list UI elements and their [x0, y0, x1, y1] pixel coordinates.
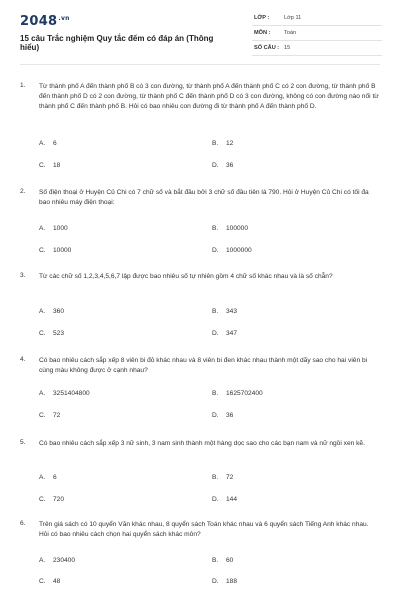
option-b[interactable]: [212, 474, 233, 481]
option-letter: C.: [39, 412, 46, 419]
option-letter: B.: [212, 390, 219, 397]
option-b[interactable]: [212, 225, 248, 232]
header-divider: [20, 64, 380, 65]
option-letter: C.: [39, 162, 46, 169]
option-value: 36: [226, 412, 234, 419]
option-letter: A.: [39, 225, 46, 232]
option-c[interactable]: [39, 412, 60, 419]
option-b[interactable]: [212, 140, 233, 147]
meta-value: 15: [284, 45, 291, 51]
option-d[interactable]: [212, 496, 237, 503]
option-value: 360: [53, 308, 65, 315]
option-letter: B.: [212, 225, 219, 232]
question-number: 1.: [20, 82, 26, 89]
document-meta: [252, 11, 382, 56]
option-d[interactable]: [212, 578, 237, 585]
option-value: 60: [226, 557, 234, 564]
option-letter: A.: [39, 390, 46, 397]
option-value: 10000: [53, 247, 72, 254]
question-number: 4.: [20, 356, 26, 363]
meta-key: MÔN :: [254, 30, 271, 36]
meta-value: Lớp 11: [284, 15, 302, 21]
option-letter: B.: [212, 557, 219, 564]
option-d[interactable]: [212, 247, 252, 254]
option-value: 100000: [226, 225, 249, 232]
meta-row-count: [252, 41, 382, 56]
option-b[interactable]: [212, 308, 237, 315]
option-c[interactable]: [39, 162, 60, 169]
option-value: 144: [226, 496, 238, 503]
site-logo[interactable]: [20, 14, 70, 29]
option-value: 347: [226, 330, 238, 337]
logo-suffix: .vn: [58, 14, 70, 22]
option-letter: B.: [212, 474, 219, 481]
option-letter: A.: [39, 140, 46, 147]
option-value: 36: [226, 162, 234, 169]
question-text: Có bao nhiêu cách sắp xếp 3 nữ sinh, 3 nam sinh thành một hàng dọc sao cho các bạn nam và nữ ngồi xen kẽ.: [39, 440, 365, 447]
question-text: Từ các chữ số 1,2,3,4,5,6,7 lập được bao nhiêu số tự nhiên gồm 4 chữ số khác nhau và là số chẵn?: [39, 273, 333, 280]
option-letter: B.: [212, 140, 219, 147]
logo-text: 2048: [20, 14, 58, 29]
option-d[interactable]: [212, 162, 233, 169]
option-a[interactable]: [39, 308, 64, 315]
option-letter: A.: [39, 474, 46, 481]
option-c[interactable]: [39, 330, 64, 337]
question-text: Từ thành phố A đến thành phố B có 3 con đường, từ thành phố A đến thành phố C có 2 con đường, từ thành phố B đến thành phố D có 2 con đường, từ thành phố C đến thành phố D có 3 con đường, không có con đường nào nối từ thành phố C đến thành phố B. Hỏi có bao nhiêu con đường đi từ thành phố A đến thành phố D.: [39, 83, 379, 110]
meta-key: SỐ CÂU :: [254, 45, 280, 51]
question-number: 6.: [20, 520, 26, 527]
question-text: Có bao nhiêu cách sắp xếp 8 viên bi đỏ khác nhau và 8 viên bi đen khác nhau thành một dãy sao cho hai viên bi cùng màu không được ở cạnh nhau?: [39, 357, 368, 374]
meta-row-grade: [252, 11, 382, 26]
meta-value: Toán: [284, 30, 297, 36]
option-value: 48: [53, 578, 61, 585]
option-a[interactable]: [39, 140, 57, 147]
question-number: 5.: [20, 439, 26, 446]
option-a[interactable]: [39, 474, 57, 481]
option-c[interactable]: [39, 247, 71, 254]
option-value: 1000: [53, 225, 68, 232]
option-letter: C.: [39, 578, 46, 585]
meta-row-subject: [252, 26, 382, 41]
question-text: Số điện thoại ở Huyện Củ Chi có 7 chữ số và bắt đầu bởi 3 chữ số đầu tiên là 790. Hỏi ở Huyện Củ Chi có tối đa bao nhiêu máy điện thoại:: [39, 189, 369, 206]
option-letter: C.: [39, 496, 46, 503]
option-value: 523: [53, 330, 65, 337]
option-letter: D.: [212, 578, 219, 585]
option-letter: D.: [212, 412, 219, 419]
option-c[interactable]: [39, 496, 64, 503]
option-value: 343: [226, 308, 238, 315]
option-a[interactable]: [39, 390, 90, 397]
option-value: 12: [226, 140, 234, 147]
option-value: 72: [53, 412, 61, 419]
option-letter: A.: [39, 557, 46, 564]
option-value: 720: [53, 496, 65, 503]
option-value: 18: [53, 162, 61, 169]
option-a[interactable]: [39, 225, 68, 232]
option-value: 6: [53, 140, 57, 147]
option-value: 6: [53, 474, 57, 481]
option-letter: D.: [212, 162, 219, 169]
question-number: 3.: [20, 272, 26, 279]
option-a[interactable]: [39, 557, 75, 564]
option-letter: D.: [212, 496, 219, 503]
meta-key: LỚP :: [254, 15, 270, 21]
option-d[interactable]: [212, 412, 233, 419]
option-value: 230400: [53, 557, 76, 564]
option-b[interactable]: [212, 390, 263, 397]
option-d[interactable]: [212, 330, 237, 337]
option-value: 3251404800: [53, 390, 90, 397]
option-letter: C.: [39, 247, 46, 254]
option-letter: A.: [39, 308, 46, 315]
option-letter: D.: [212, 247, 219, 254]
option-letter: D.: [212, 330, 219, 337]
question-number: 2.: [20, 188, 26, 195]
option-b[interactable]: [212, 557, 233, 564]
option-letter: C.: [39, 330, 46, 337]
option-letter: B.: [212, 308, 219, 315]
option-c[interactable]: [39, 578, 60, 585]
option-value: 1625702400: [226, 390, 263, 397]
question-text: Trên giá sách có 10 quyển Văn khác nhau, 8 quyển sách Toán khác nhau và 6 quyển sách Tiếng Anh khác nhau. Hỏi có bao nhiêu cách chọn hai quyển sách khác môn?: [39, 521, 369, 538]
option-value: 1000000: [226, 247, 252, 254]
option-value: 188: [226, 578, 238, 585]
document-title: 15 câu Trắc nghiệm Quy tắc đếm có đáp án (Thông hiểu): [20, 34, 214, 52]
option-value: 72: [226, 474, 234, 481]
